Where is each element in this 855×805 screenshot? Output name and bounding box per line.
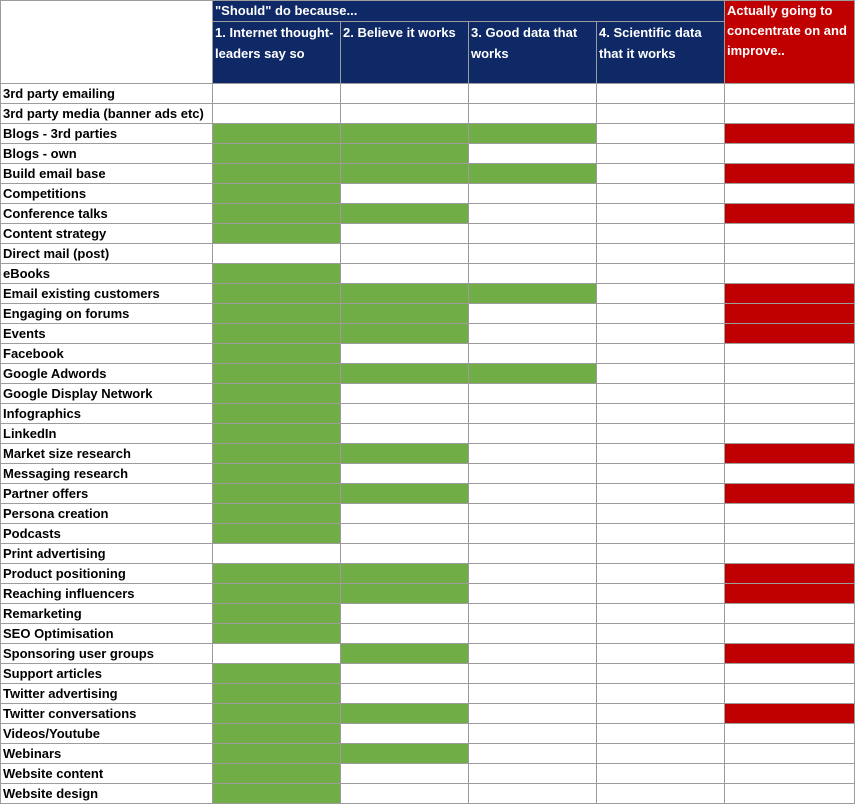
criterion-cell-1 <box>213 104 341 124</box>
criterion-cell-4 <box>597 764 725 784</box>
row-label: eBooks <box>1 264 213 284</box>
criterion-cell-1 <box>213 204 341 224</box>
criterion-cell-4 <box>597 384 725 404</box>
row-label: Twitter conversations <box>1 704 213 724</box>
column-header-good-data: 3. Good data that works <box>469 22 597 84</box>
criterion-cell-4 <box>597 684 725 704</box>
table-row <box>1 744 855 764</box>
criterion-cell-4 <box>597 184 725 204</box>
table-row <box>1 424 855 444</box>
criterion-cell-3 <box>469 504 597 524</box>
criterion-cell-4 <box>597 544 725 564</box>
criterion-cell-4 <box>597 524 725 544</box>
header-corner-cell <box>1 1 213 84</box>
criterion-cell-2 <box>341 564 469 584</box>
table-row <box>1 324 855 344</box>
criterion-cell-4 <box>597 644 725 664</box>
criterion-cell-1 <box>213 784 341 804</box>
row-label: Engaging on forums <box>1 304 213 324</box>
table-row <box>1 404 855 424</box>
criterion-cell-4 <box>597 724 725 744</box>
table-row <box>1 664 855 684</box>
row-label: Webinars <box>1 744 213 764</box>
table-row <box>1 724 855 744</box>
row-label: Persona creation <box>1 504 213 524</box>
focus-cell <box>725 564 855 584</box>
focus-cell <box>725 464 855 484</box>
focus-cell <box>725 504 855 524</box>
row-label: Remarketing <box>1 604 213 624</box>
criterion-cell-4 <box>597 444 725 464</box>
table-row <box>1 484 855 504</box>
row-label: Google Display Network <box>1 384 213 404</box>
row-label: Market size research <box>1 444 213 464</box>
focus-cell <box>725 284 855 304</box>
criterion-cell-2 <box>341 724 469 744</box>
criterion-cell-4 <box>597 84 725 104</box>
criterion-cell-4 <box>597 104 725 124</box>
criterion-cell-2 <box>341 444 469 464</box>
criterion-cell-2 <box>341 484 469 504</box>
table-row <box>1 644 855 664</box>
focus-cell <box>725 524 855 544</box>
focus-cell <box>725 604 855 624</box>
criterion-cell-3 <box>469 384 597 404</box>
criterion-cell-2 <box>341 404 469 424</box>
criterion-cell-1 <box>213 524 341 544</box>
table-row <box>1 764 855 784</box>
criterion-cell-3 <box>469 604 597 624</box>
criterion-cell-3 <box>469 744 597 764</box>
criterion-cell-1 <box>213 364 341 384</box>
row-label: Infographics <box>1 404 213 424</box>
criterion-cell-3 <box>469 724 597 744</box>
table-row <box>1 304 855 324</box>
table-row <box>1 284 855 304</box>
criterion-cell-4 <box>597 664 725 684</box>
criterion-cell-2 <box>341 284 469 304</box>
table-row <box>1 104 855 124</box>
row-label: Direct mail (post) <box>1 244 213 264</box>
criterion-cell-3 <box>469 104 597 124</box>
criterion-cell-1 <box>213 684 341 704</box>
focus-cell <box>725 624 855 644</box>
row-label: Facebook <box>1 344 213 364</box>
criterion-cell-4 <box>597 364 725 384</box>
criterion-cell-2 <box>341 664 469 684</box>
focus-cell <box>725 544 855 564</box>
criterion-cell-3 <box>469 644 597 664</box>
criterion-cell-3 <box>469 184 597 204</box>
criterion-cell-4 <box>597 504 725 524</box>
row-label: LinkedIn <box>1 424 213 444</box>
criterion-cell-3 <box>469 624 597 644</box>
criterion-cell-1 <box>213 144 341 164</box>
criterion-cell-1 <box>213 764 341 784</box>
focus-cell <box>725 324 855 344</box>
criterion-cell-2 <box>341 544 469 564</box>
criterion-cell-3 <box>469 364 597 384</box>
criterion-cell-2 <box>341 344 469 364</box>
criterion-cell-1 <box>213 224 341 244</box>
should-do-group-header: "Should" do because... <box>213 1 725 22</box>
criterion-cell-3 <box>469 124 597 144</box>
criterion-cell-3 <box>469 524 597 544</box>
criterion-cell-4 <box>597 484 725 504</box>
row-label: Build email base <box>1 164 213 184</box>
row-label: SEO Optimisation <box>1 624 213 644</box>
criterion-cell-4 <box>597 284 725 304</box>
criterion-cell-1 <box>213 184 341 204</box>
row-label: Support articles <box>1 664 213 684</box>
row-label: Blogs - 3rd parties <box>1 124 213 144</box>
criterion-cell-4 <box>597 224 725 244</box>
criterion-cell-2 <box>341 784 469 804</box>
row-label: Google Adwords <box>1 364 213 384</box>
criterion-cell-1 <box>213 444 341 464</box>
table-body <box>1 84 855 804</box>
criterion-cell-1 <box>213 284 341 304</box>
criterion-cell-1 <box>213 164 341 184</box>
row-label: Sponsoring user groups <box>1 644 213 664</box>
row-label: 3rd party media (banner ads etc) <box>1 104 213 124</box>
criterion-cell-2 <box>341 144 469 164</box>
criterion-cell-1 <box>213 404 341 424</box>
criterion-cell-1 <box>213 664 341 684</box>
focus-cell <box>725 184 855 204</box>
column-header-thought-leaders: 1. Internet thought-leaders say so <box>213 22 341 84</box>
criterion-cell-4 <box>597 164 725 184</box>
criterion-cell-1 <box>213 84 341 104</box>
criterion-cell-1 <box>213 724 341 744</box>
row-label: Podcasts <box>1 524 213 544</box>
criterion-cell-2 <box>341 324 469 344</box>
criterion-cell-2 <box>341 124 469 144</box>
criterion-cell-4 <box>597 564 725 584</box>
criterion-cell-2 <box>341 464 469 484</box>
row-label: Content strategy <box>1 224 213 244</box>
row-label: Messaging research <box>1 464 213 484</box>
table-row <box>1 584 855 604</box>
criterion-cell-1 <box>213 624 341 644</box>
criterion-cell-3 <box>469 404 597 424</box>
table-row <box>1 684 855 704</box>
criterion-cell-1 <box>213 324 341 344</box>
criterion-cell-4 <box>597 144 725 164</box>
table-row <box>1 204 855 224</box>
table-row <box>1 524 855 544</box>
table-row <box>1 704 855 724</box>
row-label: Email existing customers <box>1 284 213 304</box>
row-label: Twitter advertising <box>1 684 213 704</box>
criterion-cell-4 <box>597 204 725 224</box>
row-label: Product positioning <box>1 564 213 584</box>
criterion-cell-1 <box>213 304 341 324</box>
criterion-cell-3 <box>469 84 597 104</box>
table-row <box>1 164 855 184</box>
criterion-cell-4 <box>597 404 725 424</box>
criterion-cell-4 <box>597 704 725 724</box>
criterion-cell-1 <box>213 264 341 284</box>
focus-cell <box>725 784 855 804</box>
focus-cell <box>725 364 855 384</box>
row-label: Conference talks <box>1 204 213 224</box>
criterion-cell-4 <box>597 464 725 484</box>
row-label: Print advertising <box>1 544 213 564</box>
criterion-cell-3 <box>469 464 597 484</box>
focus-cell <box>725 264 855 284</box>
criterion-cell-4 <box>597 604 725 624</box>
focus-cell <box>725 164 855 184</box>
table-row <box>1 444 855 464</box>
header-row-group <box>1 1 855 22</box>
focus-cell <box>725 684 855 704</box>
focus-cell <box>725 144 855 164</box>
table-row <box>1 124 855 144</box>
criterion-cell-1 <box>213 564 341 584</box>
criterion-cell-2 <box>341 704 469 724</box>
table-row <box>1 604 855 624</box>
criterion-cell-4 <box>597 584 725 604</box>
criterion-cell-1 <box>213 644 341 664</box>
table-row <box>1 544 855 564</box>
table-row <box>1 184 855 204</box>
criterion-cell-3 <box>469 764 597 784</box>
focus-cell <box>725 404 855 424</box>
table-row <box>1 244 855 264</box>
row-label: Events <box>1 324 213 344</box>
criterion-cell-4 <box>597 344 725 364</box>
table-row <box>1 84 855 104</box>
focus-cell <box>725 744 855 764</box>
focus-cell <box>725 584 855 604</box>
focus-cell <box>725 384 855 404</box>
column-header-scientific-data: 4. Scientific data that it works <box>597 22 725 84</box>
focus-cell <box>725 104 855 124</box>
criterion-cell-2 <box>341 424 469 444</box>
criterion-cell-4 <box>597 124 725 144</box>
criterion-cell-2 <box>341 644 469 664</box>
criterion-cell-1 <box>213 344 341 364</box>
criterion-cell-2 <box>341 384 469 404</box>
focus-cell <box>725 664 855 684</box>
criterion-cell-3 <box>469 144 597 164</box>
criterion-cell-2 <box>341 524 469 544</box>
criterion-cell-2 <box>341 204 469 224</box>
table-row <box>1 784 855 804</box>
criterion-cell-3 <box>469 544 597 564</box>
table-row <box>1 144 855 164</box>
criterion-cell-1 <box>213 424 341 444</box>
criterion-cell-1 <box>213 704 341 724</box>
criterion-cell-2 <box>341 104 469 124</box>
row-label: 3rd party emailing <box>1 84 213 104</box>
focus-cell <box>725 244 855 264</box>
row-label: Videos/Youtube <box>1 724 213 744</box>
criterion-cell-1 <box>213 744 341 764</box>
criterion-cell-1 <box>213 124 341 144</box>
row-label: Website content <box>1 764 213 784</box>
criterion-cell-3 <box>469 264 597 284</box>
criterion-cell-4 <box>597 304 725 324</box>
criterion-cell-3 <box>469 444 597 464</box>
focus-cell <box>725 224 855 244</box>
criterion-cell-2 <box>341 604 469 624</box>
criterion-cell-1 <box>213 584 341 604</box>
criterion-cell-1 <box>213 604 341 624</box>
criterion-cell-2 <box>341 304 469 324</box>
criterion-cell-2 <box>341 624 469 644</box>
focus-cell <box>725 424 855 444</box>
criterion-cell-2 <box>341 264 469 284</box>
criterion-cell-2 <box>341 164 469 184</box>
criterion-cell-2 <box>341 364 469 384</box>
table-row <box>1 504 855 524</box>
table-row <box>1 364 855 384</box>
criterion-cell-3 <box>469 424 597 444</box>
row-label: Partner offers <box>1 484 213 504</box>
criterion-cell-2 <box>341 244 469 264</box>
criterion-cell-3 <box>469 684 597 704</box>
table-row <box>1 224 855 244</box>
criterion-cell-3 <box>469 344 597 364</box>
criterion-cell-1 <box>213 544 341 564</box>
criterion-cell-3 <box>469 664 597 684</box>
criterion-cell-3 <box>469 284 597 304</box>
focus-cell <box>725 484 855 504</box>
row-label: Website design <box>1 784 213 804</box>
criterion-cell-2 <box>341 224 469 244</box>
focus-cell <box>725 344 855 364</box>
criterion-cell-2 <box>341 684 469 704</box>
table-row <box>1 344 855 364</box>
focus-cell <box>725 84 855 104</box>
focus-cell <box>725 764 855 784</box>
criterion-cell-1 <box>213 504 341 524</box>
criterion-cell-3 <box>469 244 597 264</box>
table-row <box>1 384 855 404</box>
criterion-cell-2 <box>341 744 469 764</box>
focus-cell <box>725 644 855 664</box>
criterion-cell-4 <box>597 244 725 264</box>
row-label: Competitions <box>1 184 213 204</box>
focus-cell <box>725 204 855 224</box>
criterion-cell-2 <box>341 584 469 604</box>
criterion-cell-3 <box>469 324 597 344</box>
focus-cell <box>725 124 855 144</box>
criterion-cell-1 <box>213 464 341 484</box>
criterion-cell-2 <box>341 764 469 784</box>
criterion-cell-1 <box>213 244 341 264</box>
criterion-cell-3 <box>469 304 597 324</box>
criterion-cell-4 <box>597 744 725 764</box>
actually-focus-header: Actually going to concentrate on and improve.. <box>725 1 855 84</box>
criterion-cell-3 <box>469 484 597 504</box>
criterion-cell-4 <box>597 784 725 804</box>
table-row <box>1 624 855 644</box>
criterion-cell-2 <box>341 84 469 104</box>
criterion-cell-4 <box>597 624 725 644</box>
criterion-cell-2 <box>341 184 469 204</box>
column-header-believe: 2. Believe it works <box>341 22 469 84</box>
criterion-cell-1 <box>213 484 341 504</box>
criterion-cell-4 <box>597 264 725 284</box>
focus-cell <box>725 444 855 464</box>
criterion-cell-3 <box>469 784 597 804</box>
criterion-cell-4 <box>597 424 725 444</box>
table-row <box>1 564 855 584</box>
criterion-cell-2 <box>341 504 469 524</box>
row-label: Blogs - own <box>1 144 213 164</box>
criterion-cell-3 <box>469 704 597 724</box>
criterion-cell-3 <box>469 164 597 184</box>
focus-cell <box>725 304 855 324</box>
focus-cell <box>725 724 855 744</box>
criterion-cell-3 <box>469 224 597 244</box>
table-row <box>1 464 855 484</box>
focus-cell <box>725 704 855 724</box>
criterion-cell-3 <box>469 204 597 224</box>
criterion-cell-1 <box>213 384 341 404</box>
table-row <box>1 264 855 284</box>
criterion-cell-3 <box>469 584 597 604</box>
criterion-cell-3 <box>469 564 597 584</box>
criterion-cell-4 <box>597 324 725 344</box>
row-label: Reaching influencers <box>1 584 213 604</box>
